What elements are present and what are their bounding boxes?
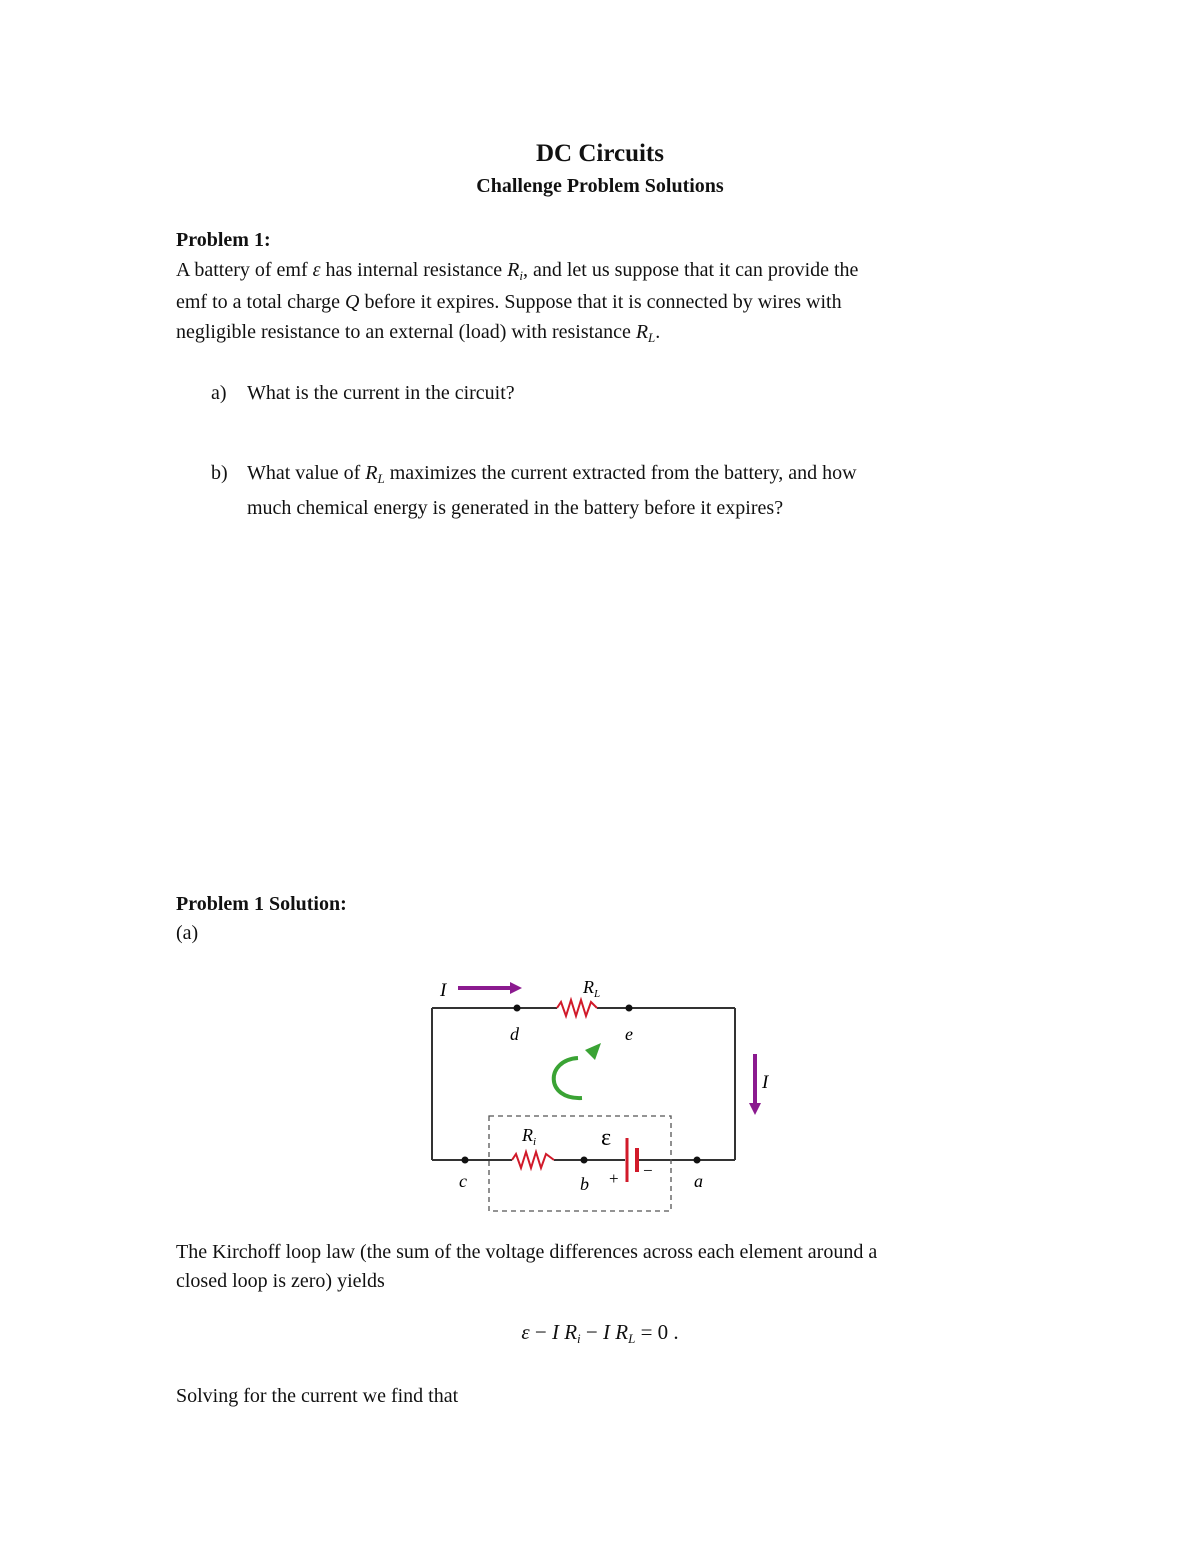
label-emf: ε	[601, 1125, 612, 1151]
solution-text-2: closed loop is zero) yields	[176, 1270, 385, 1292]
label-load-resistance: $R_L$	[583, 977, 601, 1000]
problem-1-line-2: emf to a total charge Q before it expires. Suppose that it is connected by wires with	[176, 291, 842, 313]
problem-1-heading: Problem 1:	[176, 229, 271, 251]
page-title: DC Circuits	[535, 140, 664, 167]
circuit-wires	[432, 1008, 735, 1160]
solution-1-heading: Problem 1 Solution:	[176, 893, 347, 915]
question-b-line-2: much chemical energy is generated in the battery before it expires?	[247, 497, 784, 519]
label-plus: +	[609, 1169, 619, 1188]
kirchoff-equation: ε − I $R_i - I$ $R_L = 0$ .	[521, 1320, 679, 1346]
problem-1-line-1: A battery of emf ε has internal resistance $R_i$, and let us suppose that it can provide the	[176, 259, 859, 283]
solution-text-3: Solving for the current we find that	[176, 1385, 459, 1407]
label-minus: −	[643, 1161, 653, 1180]
page-subtitle: Challenge Problem Solutions	[476, 175, 724, 197]
node-e-label: e	[625, 1024, 633, 1044]
label-internal-resistance: $R_i$	[522, 1125, 537, 1148]
emf-symbol: ε	[312, 259, 321, 281]
circuit-nodes	[462, 1005, 701, 1164]
problem-1-line-3: negligible resistance to an external (load) with resistance $R_L$.	[176, 321, 661, 345]
node-b-label: b	[580, 1174, 589, 1194]
solution-part-a: (a)	[176, 922, 199, 944]
label-current-right: I	[762, 1072, 769, 1093]
question-b-label: b)	[211, 462, 228, 484]
loop-direction-arrow	[554, 1058, 582, 1098]
load-resistor	[557, 1000, 597, 1016]
question-b-line-1: What value of $R_L$ maximizes the current extracted from the battery, and how	[247, 462, 857, 486]
internal-resistor	[512, 1152, 554, 1168]
solution-text-1: The Kirchoff loop law (the sum of the voltage differences across each element around a	[176, 1241, 878, 1263]
node-c-label: c	[459, 1171, 467, 1191]
node-d-label: d	[510, 1024, 519, 1044]
node-a-label: a	[694, 1171, 703, 1191]
label-current-top: I	[440, 980, 447, 1001]
question-a-text: What is the current in the circuit?	[247, 382, 515, 404]
question-a-label: a)	[211, 382, 227, 404]
